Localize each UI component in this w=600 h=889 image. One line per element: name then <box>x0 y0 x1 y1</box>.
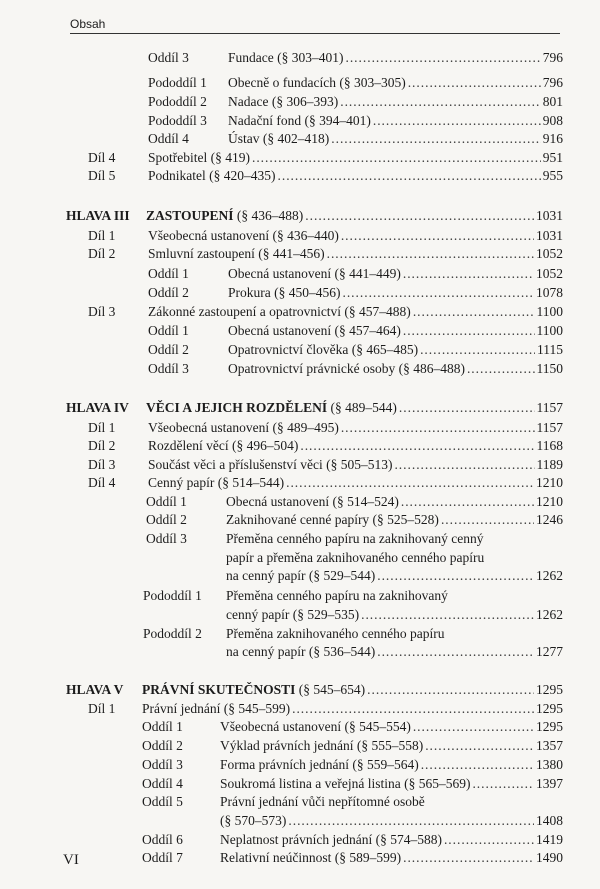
toc-entry-paragraph-range: (§ 436–488) <box>233 208 304 223</box>
dot-leader <box>300 436 534 456</box>
dot-leader <box>377 566 534 586</box>
toc-page-number: 1490 <box>536 850 563 865</box>
dot-leader <box>403 848 534 868</box>
toc-entry <box>228 283 563 303</box>
dot-leader <box>401 492 534 512</box>
toc-page-number: 1262 <box>536 568 563 583</box>
dot-leader <box>425 736 534 756</box>
toc-page-number: 1100 <box>536 304 563 319</box>
toc-entry <box>220 774 563 794</box>
toc-entry-title: Opatrovnictví právnické osoby (§ 486–488) <box>228 361 465 376</box>
dot-leader <box>341 226 534 246</box>
dot-leader <box>286 473 534 493</box>
toc-page-number: 1419 <box>536 832 563 847</box>
dot-leader <box>408 73 541 93</box>
toc-page-number: 1357 <box>536 738 563 753</box>
toc-section-label: Oddíl 4 <box>142 776 183 791</box>
toc-page-number: 955 <box>542 168 563 183</box>
toc-entry-title: Prokura (§ 450–456) <box>228 285 341 300</box>
toc-section-label: Oddíl 7 <box>142 850 183 865</box>
dot-leader <box>403 321 535 341</box>
toc-page-number: 796 <box>542 50 563 65</box>
toc-entry <box>228 264 563 284</box>
toc-entry-title: Nadace (§ 306–393) <box>228 94 339 109</box>
dot-leader <box>252 148 541 168</box>
toc-section-label: Díl 1 <box>88 701 116 716</box>
toc-page-number: 1295 <box>536 682 563 697</box>
dot-leader <box>399 398 535 418</box>
dot-leader <box>420 340 535 360</box>
toc-entry <box>142 680 563 700</box>
dot-leader <box>341 418 535 438</box>
toc-entry-title: Ústav (§ 402–418) <box>228 131 330 146</box>
toc-entry-title: Právní jednání (§ 545–599) <box>142 701 291 716</box>
toc-entry <box>146 398 563 418</box>
toc-section-label: Díl 4 <box>88 150 116 165</box>
toc-entry <box>220 848 563 868</box>
toc-entry <box>228 321 563 341</box>
dot-leader <box>413 302 535 322</box>
toc-entry <box>220 792 563 812</box>
toc-page-number: 1031 <box>536 228 563 243</box>
toc-page-number: 1157 <box>536 400 563 415</box>
toc-section-label: HLAVA V <box>66 682 124 697</box>
toc-page-number: 1262 <box>536 607 563 622</box>
toc-entry-title: Všeobecná ustanovení (§ 489–495) <box>148 420 339 435</box>
toc-section-label: Díl 2 <box>88 438 116 453</box>
toc-entry-paragraph-range: (§ 489–544) <box>327 400 397 415</box>
toc-page-number: 1115 <box>537 342 563 357</box>
toc-entry <box>226 510 563 530</box>
toc-entry-title: Zaknihované cenné papíry (§ 525–528) <box>226 512 439 527</box>
toc-entry <box>226 642 563 662</box>
toc-entry-title: Všeobecná ustanovení (§ 545–554) <box>220 719 411 734</box>
toc-entry <box>148 418 563 438</box>
toc-entry-title: Obecná ustanovení (§ 441–449) <box>228 266 401 281</box>
toc-section-label: Pododdíl 3 <box>148 113 207 128</box>
toc-entry <box>226 566 563 586</box>
toc-entry <box>220 755 563 775</box>
toc-page-number: 1150 <box>536 361 563 376</box>
toc-entry-title: Obecná ustanovení (§ 514–524) <box>226 494 399 509</box>
toc-entry <box>228 48 563 68</box>
toc-entry <box>220 830 563 850</box>
toc-section-label: Díl 4 <box>88 475 116 490</box>
toc-section-label: Oddíl 3 <box>148 361 189 376</box>
toc-entry <box>226 492 563 512</box>
dot-leader <box>361 605 534 625</box>
toc-section-label: Oddíl 2 <box>148 342 189 357</box>
toc-entry <box>228 359 563 379</box>
toc-page-number: 1157 <box>536 420 563 435</box>
toc-entry-title: Zákonné zastoupení a opatrovnictví (§ 457–488) <box>148 304 411 319</box>
toc-entry-title: (§ 570–573) <box>220 813 287 828</box>
dot-leader <box>327 244 534 264</box>
toc-entry <box>146 206 563 226</box>
dot-leader <box>345 48 540 68</box>
dot-leader <box>421 755 534 775</box>
toc-entry-title: VĚCI A JEJICH ROZDĚLENÍ <box>146 400 328 415</box>
toc-entry-title: Přeměna zaknihovaného cenného papíru <box>226 626 445 641</box>
toc-entry-title: Soukromá listina a veřejná listina (§ 565–569) <box>220 776 471 791</box>
dot-leader <box>403 264 534 284</box>
toc-entry-title: Fundace (§ 303–401) <box>228 50 344 65</box>
toc-entry-title: Cenný papír (§ 514–544) <box>148 475 285 490</box>
toc-entry-title: Nadační fond (§ 394–401) <box>228 113 371 128</box>
toc-section-label: Pododdíl 1 <box>148 75 207 90</box>
toc-page-number: 1380 <box>536 757 563 772</box>
toc-entry <box>228 129 563 149</box>
toc-entry <box>226 624 563 644</box>
toc-page-number: 951 <box>542 150 563 165</box>
toc-entry <box>220 736 563 756</box>
toc-page-number: 1031 <box>536 208 563 223</box>
toc-entry-title: Rozdělení věcí (§ 496–504) <box>148 438 299 453</box>
dot-leader <box>444 830 534 850</box>
toc-section-label: Díl 5 <box>88 168 116 183</box>
toc-entry <box>228 73 563 93</box>
toc-entry <box>220 717 563 737</box>
toc-entry <box>148 166 563 186</box>
toc-entry <box>220 811 563 831</box>
dot-leader <box>342 283 534 303</box>
toc-entry <box>148 436 563 456</box>
dot-leader <box>305 206 534 226</box>
toc-page-number: 908 <box>542 113 563 128</box>
dot-leader <box>278 166 541 186</box>
toc-entry-title: Neplatnost právních jednání (§ 574–588) <box>220 832 442 847</box>
toc-section-label: Oddíl 3 <box>148 50 189 65</box>
toc-entry <box>148 244 563 264</box>
toc-entry-title: papír a přeměna zaknihovaného cenného papíru <box>226 550 485 565</box>
toc-section-label: Díl 1 <box>88 420 116 435</box>
toc-entry-title: Spotřebitel (§ 419) <box>148 150 250 165</box>
toc-entry <box>226 548 563 568</box>
toc-entry-title: Opatrovnictví člověka (§ 465–485) <box>228 342 419 357</box>
toc-section-label: Oddíl 2 <box>142 738 183 753</box>
dot-leader <box>441 510 534 530</box>
toc-entry-title: Přeměna cenného papíru na zaknihovaný <box>226 588 448 603</box>
toc-section-label: HLAVA IV <box>66 400 129 415</box>
toc-page-number: 1168 <box>536 438 563 453</box>
dot-leader <box>373 111 541 131</box>
toc-page-number: 1210 <box>536 494 563 509</box>
toc-entry <box>228 340 563 360</box>
toc-section-label: HLAVA III <box>66 208 130 223</box>
toc-section-label: Oddíl 6 <box>142 832 183 847</box>
toc-entry-title: Smluvní zastoupení (§ 441–456) <box>148 246 325 261</box>
toc-entry-title: Relativní neúčinnost (§ 589–599) <box>220 850 402 865</box>
toc-entry <box>228 92 563 112</box>
toc-section-label: Oddíl 1 <box>148 323 189 338</box>
toc-entry-title: Obecně o fundacích (§ 303–305) <box>228 75 406 90</box>
toc-entry-title: Přeměna cenného papíru na zaknihovaný cenný <box>226 531 484 546</box>
toc-page-number: 1295 <box>536 719 563 734</box>
toc-entry <box>148 226 563 246</box>
toc-entry <box>148 455 563 475</box>
toc-section-label: Pododdíl 1 <box>143 588 202 603</box>
dot-leader <box>394 455 534 475</box>
dot-leader <box>331 129 541 149</box>
toc-section-label: Oddíl 4 <box>148 131 189 146</box>
page-number: VI <box>63 852 79 868</box>
toc-page-number: 1078 <box>536 285 563 300</box>
toc-page-number: 1052 <box>536 246 563 261</box>
toc-page-number: 1100 <box>536 323 563 338</box>
toc-entry <box>148 148 563 168</box>
toc-page-number: 1397 <box>536 776 563 791</box>
toc-page-number: 801 <box>542 94 563 109</box>
toc-section-label: Oddíl 3 <box>146 531 187 546</box>
toc-entry <box>226 586 563 606</box>
toc-section-label: Oddíl 1 <box>146 494 187 509</box>
toc-entry-title: Obecná ustanovení (§ 457–464) <box>228 323 401 338</box>
dot-leader <box>467 359 535 379</box>
toc-entry-title: ZASTOUPENÍ <box>146 208 234 223</box>
toc-section-label: Pododdíl 2 <box>148 94 207 109</box>
dot-leader <box>340 92 541 112</box>
toc-page-number: 1189 <box>536 457 563 472</box>
toc-entry <box>226 529 563 549</box>
dot-leader <box>367 680 534 700</box>
toc-page-number: 796 <box>542 75 563 90</box>
toc-section-label: Pododdíl 2 <box>143 626 202 641</box>
toc-entry <box>226 605 563 625</box>
toc-page-number: 1295 <box>536 701 563 716</box>
toc-entry <box>228 111 563 131</box>
toc-entry-title: Součást věci a příslušenství věci (§ 505–513) <box>148 457 393 472</box>
toc-section-label: Oddíl 3 <box>142 757 183 772</box>
toc-section-label: Oddíl 1 <box>142 719 183 734</box>
toc-section-label: Oddíl 2 <box>146 512 187 527</box>
toc-section-label: Oddíl 2 <box>148 285 189 300</box>
toc-section-label: Díl 2 <box>88 246 116 261</box>
dot-leader <box>413 717 534 737</box>
toc-entry <box>148 302 563 322</box>
dot-leader <box>377 642 534 662</box>
toc-page-number: 1052 <box>536 266 563 281</box>
dot-leader <box>288 811 534 831</box>
header-title: Obsah <box>70 17 106 31</box>
toc-entry <box>142 699 563 719</box>
toc-entry-title: PRÁVNÍ SKUTEČNOSTI <box>142 682 296 697</box>
toc-entry-title: na cenný papír (§ 529–544) <box>226 568 376 583</box>
toc-section-label: Díl 1 <box>88 228 116 243</box>
toc-section-label: Oddíl 5 <box>142 794 183 809</box>
toc-entry-title: na cenný papír (§ 536–544) <box>226 644 376 659</box>
dot-leader <box>292 699 534 719</box>
toc-entry-title: cenný papír (§ 529–535) <box>226 607 360 622</box>
toc-entry-title: Výklad právních jednání (§ 555–558) <box>220 738 424 753</box>
toc-section-label: Díl 3 <box>88 457 116 472</box>
toc-entry <box>148 473 563 493</box>
toc-page-number: 916 <box>542 131 563 146</box>
toc-page-number: 1246 <box>536 512 563 527</box>
toc-section-label: Díl 3 <box>88 304 116 319</box>
toc-page-number: 1210 <box>536 475 563 490</box>
toc-entry-title: Všeobecná ustanovení (§ 436–440) <box>148 228 339 243</box>
dot-leader <box>472 774 534 794</box>
toc-page-number: 1408 <box>536 813 563 828</box>
toc-page-number: 1277 <box>536 644 563 659</box>
toc-entry-title: Podnikatel (§ 420–435) <box>148 168 276 183</box>
toc-section-label: Oddíl 1 <box>148 266 189 281</box>
toc-entry-title: Právní jednání vůči nepřítomné osobě <box>220 794 425 809</box>
toc-entry-paragraph-range: (§ 545–654) <box>295 682 366 697</box>
toc-entry-title: Forma právních jednání (§ 559–564) <box>220 757 419 772</box>
